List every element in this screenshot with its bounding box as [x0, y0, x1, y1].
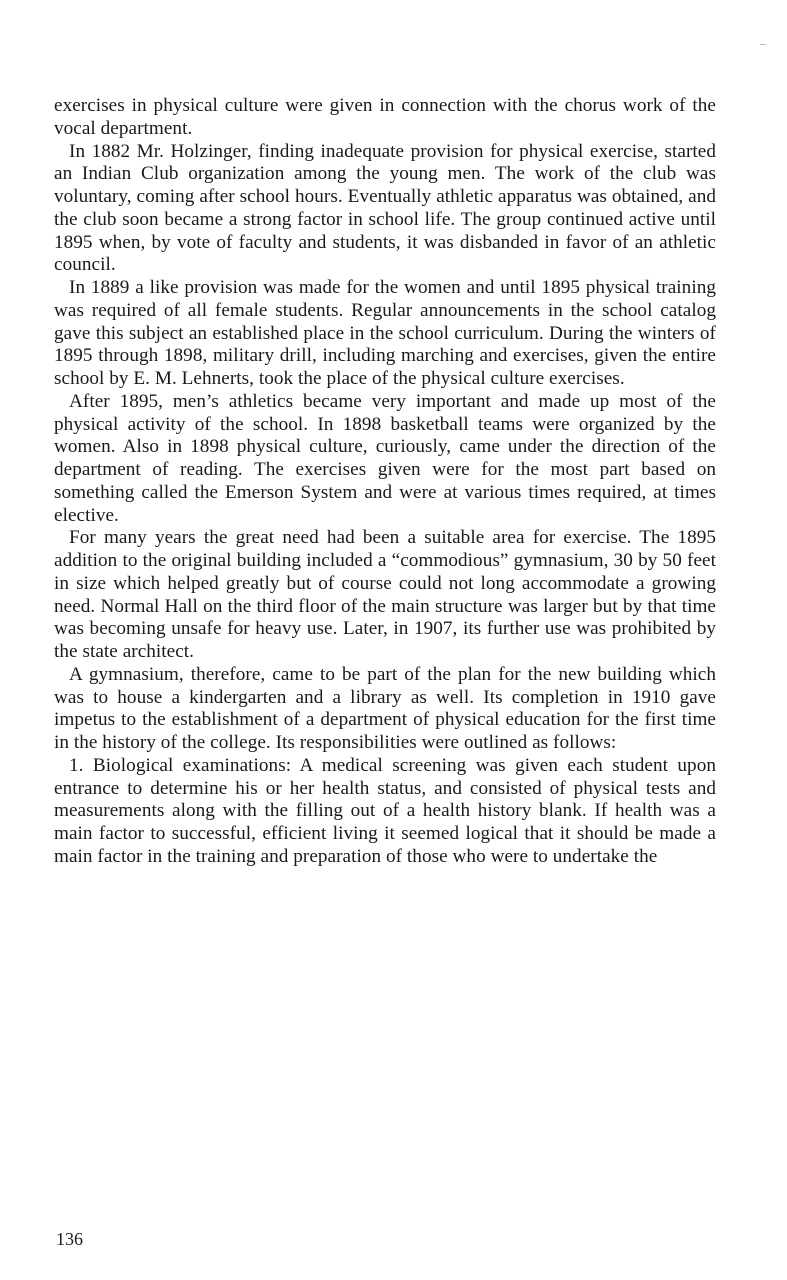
- paragraph-3: In 1889 a like provision was made for the women and until 1895 physical training was required of all female students. Regular announcements in the school catalog gave this subject an established place in the school curriculum. During the winters of 1895 through 1898, military drill, including marching and exercises, given the entire school by E. M. Lehnerts, took the place of the physical culture exercises.: [54, 277, 716, 389]
- page-edge-mark: [760, 44, 766, 45]
- paragraph-5: For many years the great need had been a suitable area for exercise. The 1895 addition to the original building included a “commodious” gymnasium, 30 by 50 feet in size which helped greatly but of course could not long accommodate a growing need. Normal Hall on the third floor of the main structure was larger but by that time was becoming unsafe for heavy use. Later, in 1907, its further use was prohibited by the state architect.: [54, 527, 716, 662]
- paragraph-2: In 1882 Mr. Holzinger, finding inadequate provision for physical exercise, started an Indian Club organization among the young men. The work of the club was voluntary, coming after school hours. Eventually athletic apparatus was obtained, and the club soon became a strong factor in school life. The group continued active until 1895 when, by vote of faculty and students, it was disbanded in favor of an athletic council.: [54, 140, 716, 276]
- page-number: 136: [56, 1229, 83, 1249]
- page-body: [54, 95, 716, 869]
- paragraph-4: After 1895, men’s athletics became very important and made up most of the physical activity of the school. In 1898 basketball teams were organized by the women. Also in 1898 physical culture, curiously, came under the direction of the department of reading. The exercises given were for the most part based on something called the Emerson System and were at various times required, at times elective.: [54, 390, 716, 526]
- paragraph-6: A gymnasium, therefore, came to be part of the plan for the new building which was to house a kindergarten and a library as well. Its completion in 1910 gave impetus to the establishment of a department of physical education for the first time in the history of the college. Its responsibilities were outlined as follows:: [54, 663, 716, 753]
- paragraph-1: exercises in physical culture were given in connection with the chorus work of the vocal department.: [54, 95, 716, 139]
- paragraph-7: 1. Biological examinations: A medical screening was given each student upon entrance to determine his or her health status, and consisted of physical tests and measurements along with the filling out of a health history blank. If health was a main factor to successful, efficient living it seemed logical that it should be made a main factor in the training and preparation of those who were to undertake the: [54, 754, 716, 867]
